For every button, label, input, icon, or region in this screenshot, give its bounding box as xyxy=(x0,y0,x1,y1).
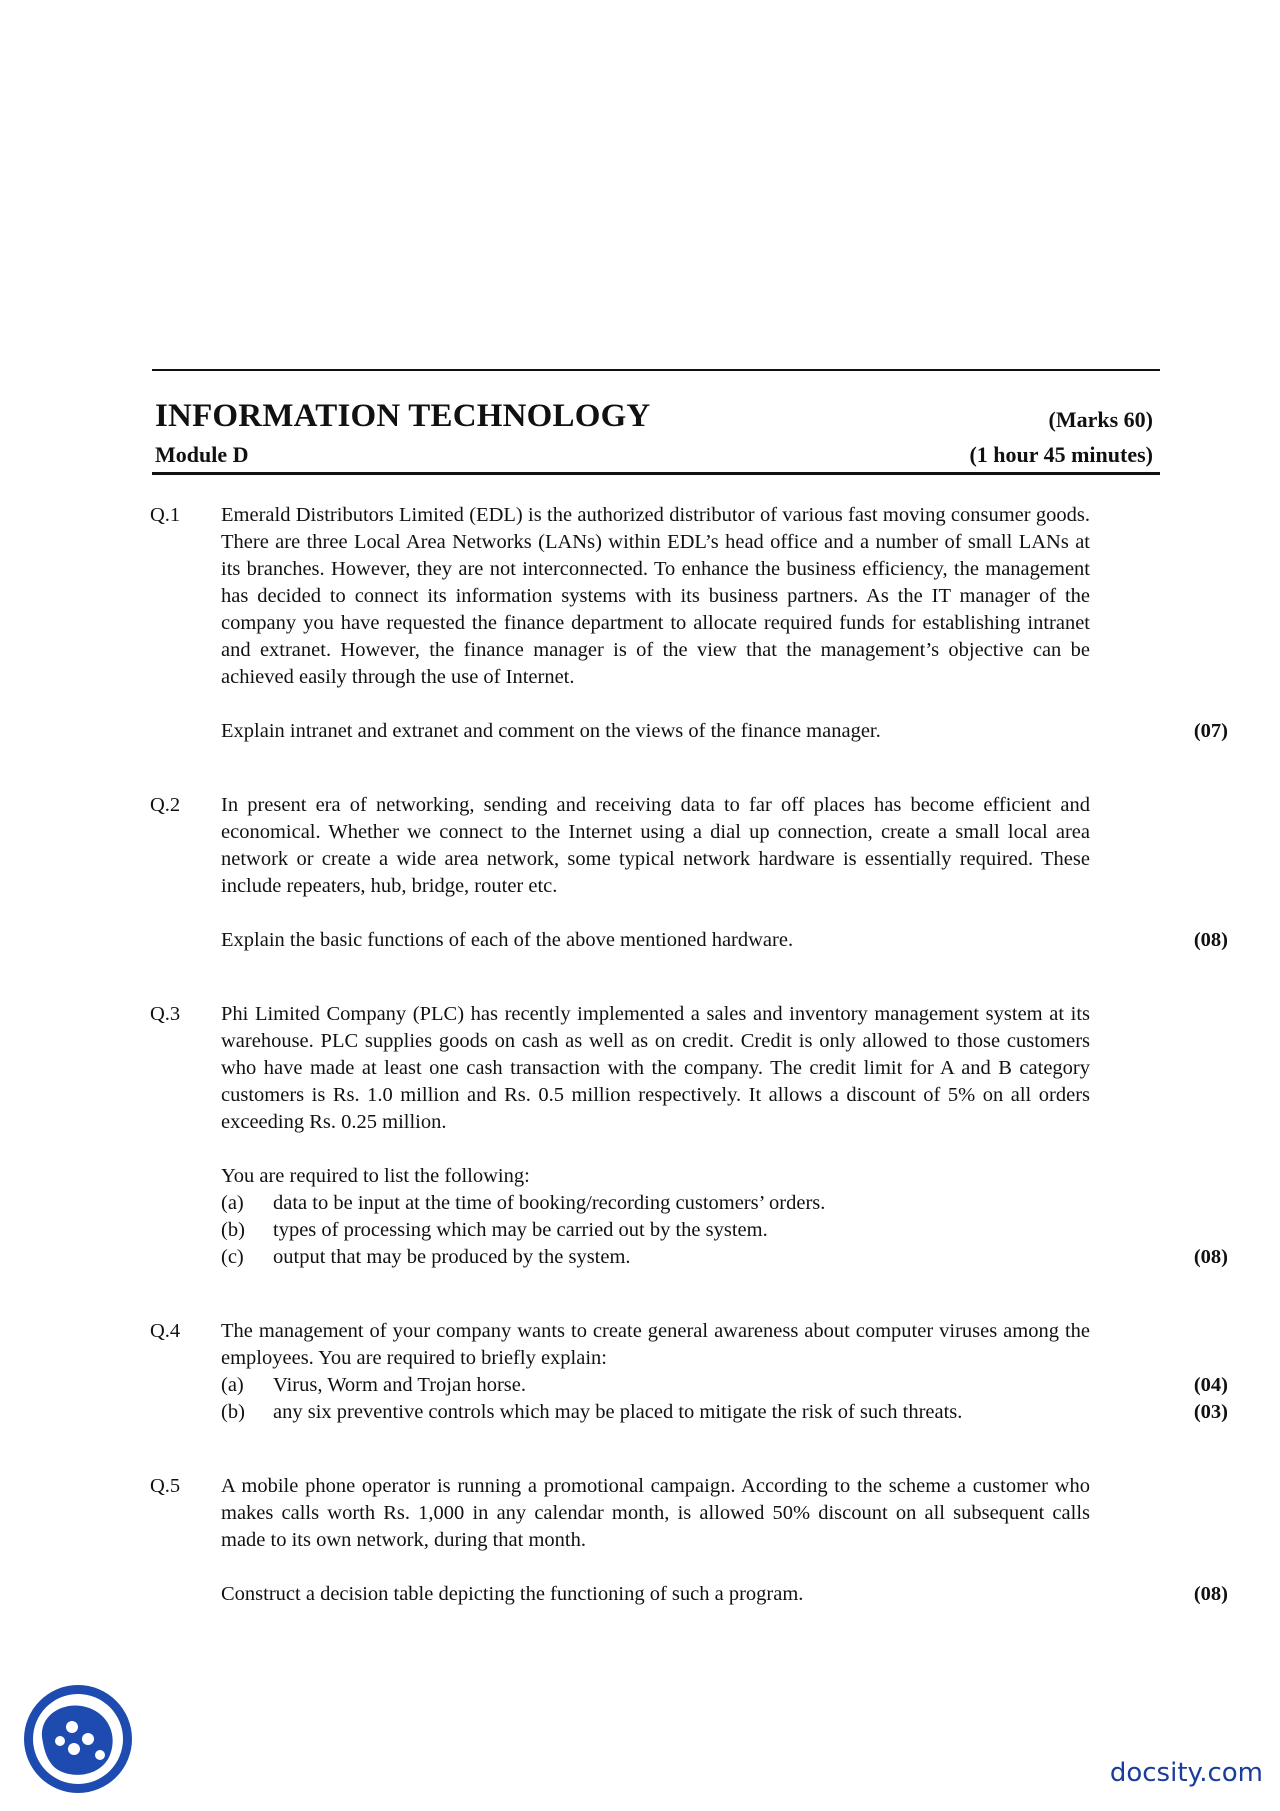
top-rule xyxy=(152,369,1160,371)
sub-item xyxy=(221,1399,1228,1426)
sub-item-label: (a) xyxy=(221,1192,244,1214)
question-2 xyxy=(150,792,1228,954)
sub-item-label: (a) xyxy=(221,1374,244,1396)
question-task-line xyxy=(221,927,1228,954)
question-text: A mobile phone operator is running a promotional campaign. According to the scheme a customer who makes calls worth Rs. 1,000 in any calendar month, is allowed 50% discount on all subsequent calls made to its own network, during that month. xyxy=(221,1475,1090,1551)
question-number: Q.2 xyxy=(150,794,181,816)
sub-item xyxy=(221,1244,1228,1271)
sub-item-label: (c) xyxy=(221,1246,244,1268)
header-rule xyxy=(152,472,1160,475)
question-task-line xyxy=(221,718,1228,745)
paper-title: INFORMATION TECHNOLOGY xyxy=(155,398,651,434)
question-number: Q.1 xyxy=(150,504,181,526)
question-text: Emerald Distributors Limited (EDL) is the authorized distributor of various fast moving consumer goods. There are three Local Area Networks (LANs) within EDL’s head office and a number of small LANs at its branches. However, they are not interconnected. To enhance the business efficiency, the management has decided to connect its information systems with its business partners. As the IT manager of the company you have requested the finance department to allocate required funds for establishing intranet and extranet. However, the finance manager is of the view that the management’s objective can be achieved easily through the use of Internet. xyxy=(221,504,1090,688)
question-intro: You are required to list the following: xyxy=(221,1165,530,1187)
question-number: Q.3 xyxy=(150,1003,181,1025)
duration-label: (1 hour 45 minutes) xyxy=(969,442,1153,467)
questions-list xyxy=(150,502,1228,1655)
question-marks: (08) xyxy=(1193,1246,1228,1268)
docsity-logo-icon[interactable] xyxy=(22,1683,134,1795)
question-text: The management of your company wants to create general awareness about computer viruses among the employees. You are required to briefly explain: xyxy=(221,1320,1090,1369)
question-text: In present era of networking, sending and receiving data to far off places has become efficient and economical. Whether we connect to the Internet using a dial up connection, create a small local area network or create a wide area network, some typical network hardware is essentially required. These include repeaters, hub, bridge, router etc. xyxy=(221,794,1090,897)
question-number: Q.4 xyxy=(150,1320,181,1342)
sub-item xyxy=(221,1217,1090,1244)
question-4 xyxy=(150,1318,1228,1426)
docsity-brand-link[interactable]: docsity.com xyxy=(1109,1758,1263,1788)
sub-item-text: any six preventive controls which may be placed to mitigate the risk of such threats. xyxy=(273,1401,963,1423)
question-task-line xyxy=(221,1581,1228,1608)
sub-item-text: output that may be produced by the system. xyxy=(273,1246,631,1268)
sub-item xyxy=(221,1372,1228,1399)
sub-item-text: types of processing which may be carried out by the system. xyxy=(273,1219,768,1241)
question-task: Explain intranet and extranet and comment on the views of the finance manager. xyxy=(221,720,881,742)
question-task: Explain the basic functions of each of the above mentioned hardware. xyxy=(221,929,794,951)
sub-item-label: (b) xyxy=(221,1401,245,1423)
sub-item-text: data to be input at the time of booking/recording customers’ orders. xyxy=(273,1192,826,1214)
question-marks: (08) xyxy=(1193,1583,1228,1605)
total-marks: (Marks 60) xyxy=(1048,407,1153,432)
sub-item-marks: (03) xyxy=(1193,1401,1228,1423)
sub-item xyxy=(221,1190,1090,1217)
question-1 xyxy=(150,502,1228,745)
question-5 xyxy=(150,1473,1228,1608)
module-label: Module D xyxy=(155,442,249,467)
sub-item-label: (b) xyxy=(221,1219,245,1241)
sub-item-marks: (04) xyxy=(1193,1374,1228,1396)
question-3 xyxy=(150,1001,1228,1271)
question-text: Phi Limited Company (PLC) has recently implemented a sales and inventory management system at its warehouse. PLC supplies goods on cash as well as on credit. Credit is only allowed to those customers who have made at least one cash transaction with the company. The credit limit for A and B category customers is Rs. 1.0 million and Rs. 0.5 million respectively. It allows a discount of 5% on all orders exceeding Rs. 0.25 million. xyxy=(221,1003,1090,1133)
question-task: Construct a decision table depicting the functioning of such a program. xyxy=(221,1583,804,1605)
sub-item-text: Virus, Worm and Trojan horse. xyxy=(273,1374,526,1396)
question-marks: (08) xyxy=(1193,929,1228,951)
question-number: Q.5 xyxy=(150,1475,181,1497)
question-marks: (07) xyxy=(1193,720,1228,742)
